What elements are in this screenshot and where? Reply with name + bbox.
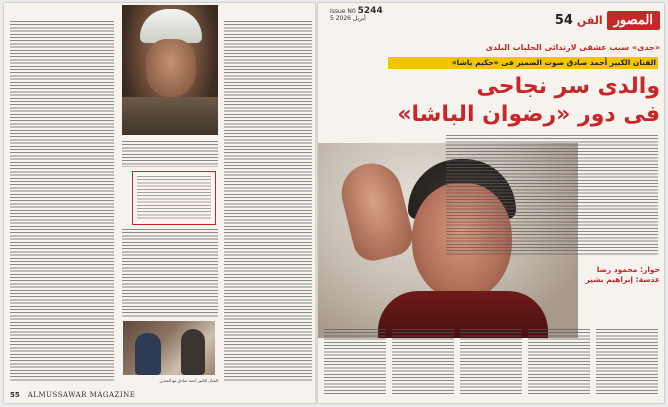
left-footer: [10, 391, 135, 399]
byline-photographer: عدسة: إبراهيم بشير: [585, 275, 660, 284]
hand-shape: [335, 157, 416, 265]
text-column: [10, 21, 114, 381]
section-name: الفن: [576, 13, 603, 27]
text-column: [596, 329, 658, 395]
page-number: 55: [10, 391, 20, 399]
turban-shape: [140, 9, 202, 43]
issue-label: Issue N0: [330, 8, 356, 15]
interview-photo: [123, 321, 215, 375]
magazine-logo: المصور: [607, 11, 660, 30]
issue-date: 5 أبريل 2026: [330, 15, 366, 22]
issue-info: [330, 8, 383, 22]
actor-turban-photo: [122, 5, 218, 135]
pull-quote-text: [137, 176, 211, 220]
headline-line-1: والدى سر نجاحى: [476, 74, 660, 99]
right-page: [318, 3, 664, 403]
text-column: [460, 329, 522, 395]
subhead-line: الفنان الكبير أحمد صادق صوت الضمير فى «حكيم باشا»: [451, 58, 656, 67]
magazine-name: ALMUSSAWAR MAGAZINE: [27, 391, 136, 399]
text-column: [324, 329, 386, 395]
photo-caption: الفنان الكبير أحمد صادق مع المحرر: [159, 378, 218, 383]
kicker-line: «جدى» سبب عشقى لارتدائى الجلباب البلدى: [485, 43, 660, 52]
face-shape: [146, 39, 196, 97]
masthead: [555, 5, 660, 35]
text-column: [528, 329, 590, 395]
issue-number: 5244: [357, 6, 383, 16]
text-column: [392, 329, 454, 395]
text-column: [224, 21, 312, 381]
text-column: [122, 141, 218, 167]
headline-line-2: فى دور «رضوان الباشا»: [397, 102, 660, 127]
page-number: 54: [554, 12, 573, 28]
intro-paragraph: [446, 135, 658, 255]
pull-quote-box: [132, 171, 216, 225]
text-column: [122, 229, 218, 317]
person-figure: [181, 329, 205, 375]
byline: [460, 265, 660, 285]
left-page: [4, 3, 316, 403]
byline-writer: حوار: محمود رضا: [596, 265, 660, 274]
robe-shape: [122, 97, 218, 135]
headline: [378, 73, 660, 129]
person-figure: [135, 333, 161, 375]
